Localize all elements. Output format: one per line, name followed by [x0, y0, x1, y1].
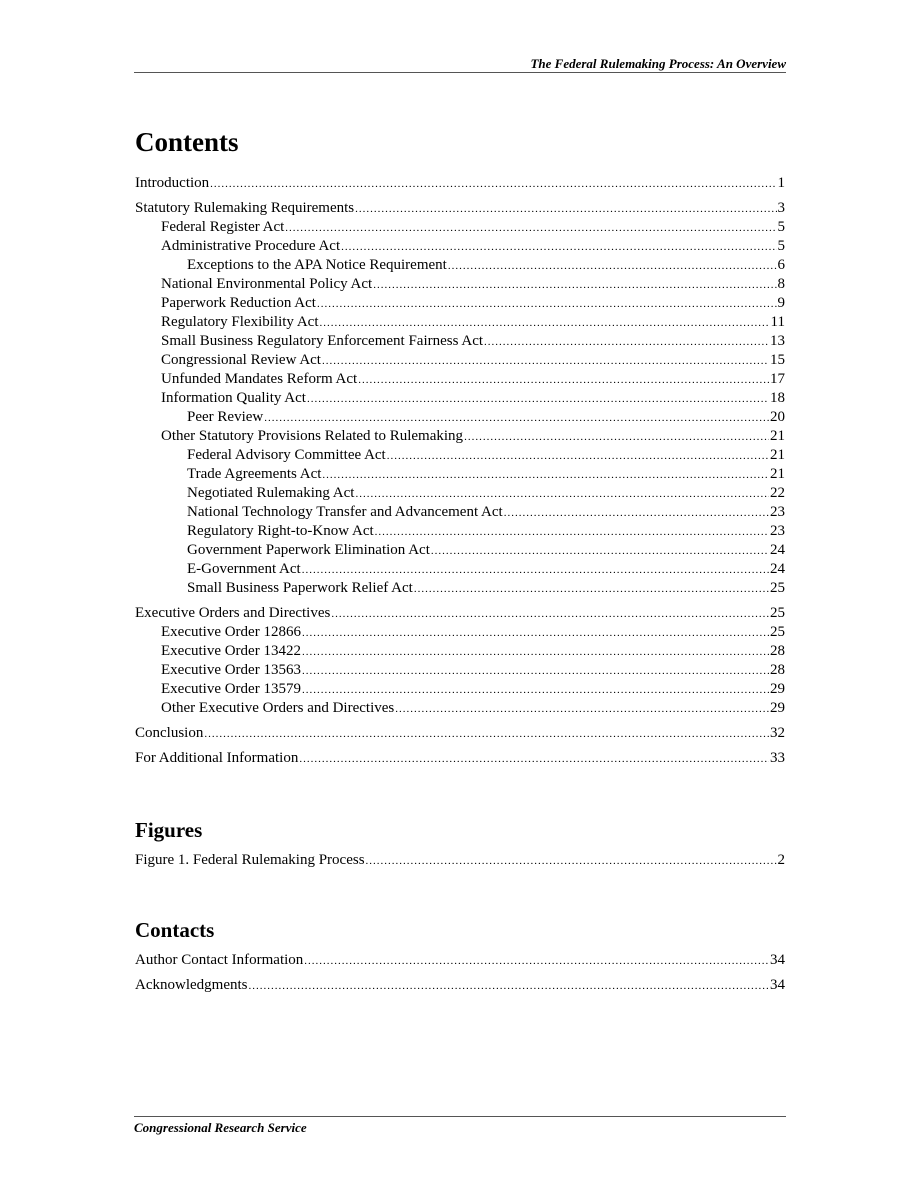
toc-dot-leader [299, 750, 769, 768]
toc-entry-title: Regulatory Right-to-Know Act [187, 523, 374, 539]
toc-entry-page: 29 [770, 700, 785, 716]
toc-entry-page: 28 [770, 643, 785, 659]
toc-dot-leader [504, 504, 769, 522]
contents-list [135, 174, 785, 768]
toc-entry[interactable] [135, 294, 785, 313]
toc-entry-title: Congressional Review Act [161, 352, 321, 368]
toc-entry-title: Regulatory Flexibility Act [161, 314, 319, 330]
toc-entry-title: Executive Order 12866 [161, 624, 301, 640]
toc-entry-title: Exceptions to the APA Notice Requirement [187, 257, 447, 273]
toc-entry[interactable] [135, 749, 785, 768]
running-footer: Congressional Research Service [134, 1120, 307, 1135]
toc-entry[interactable] [135, 465, 785, 484]
toc-dot-leader [341, 238, 776, 256]
toc-entry-title: Small Business Paperwork Relief Act [187, 580, 413, 596]
toc-dot-leader [302, 681, 769, 699]
figures-section [135, 816, 785, 870]
toc-entry-page: 15 [770, 352, 785, 368]
toc-entry-title: Acknowledgments [135, 977, 248, 993]
toc-entry[interactable] [135, 218, 785, 237]
toc-entry-page: 8 [777, 276, 785, 292]
toc-entry-title: Statutory Rulemaking Requirements [135, 200, 355, 216]
toc-entry-title: National Environmental Policy Act [161, 276, 373, 292]
toc-dot-leader [264, 409, 769, 427]
toc-dot-leader [204, 725, 769, 743]
toc-entry[interactable] [135, 579, 785, 598]
toc-entry-page: 18 [770, 390, 785, 406]
toc-dot-leader [358, 371, 769, 389]
toc-entry-page: 22 [770, 485, 785, 501]
toc-entry-page: 32 [770, 725, 785, 741]
toc-dot-leader [322, 352, 769, 370]
contents-section [135, 124, 785, 768]
toc-entry-page: 29 [770, 681, 785, 697]
toc-entry[interactable] [135, 256, 785, 275]
toc-dot-leader [285, 219, 776, 237]
toc-dot-leader [320, 314, 770, 332]
toc-entry[interactable] [135, 174, 785, 193]
contacts-list [135, 951, 785, 995]
toc-entry-page: 17 [770, 371, 785, 387]
toc-entry-title: For Additional Information [135, 750, 299, 766]
toc-entry-page: 2 [777, 852, 785, 868]
toc-dot-leader [302, 624, 769, 642]
toc-entry[interactable] [135, 604, 785, 623]
toc-entry-title: Federal Register Act [161, 219, 285, 235]
toc-entry-title: Small Business Regulatory Enforcement Fairness Act [161, 333, 484, 349]
toc-dot-leader [414, 580, 769, 598]
toc-dot-leader [355, 200, 776, 218]
toc-entry-page: 21 [770, 447, 785, 463]
toc-entry-title: Introduction [135, 175, 210, 191]
toc-dot-leader [248, 977, 769, 995]
toc-entry-title: Other Statutory Provisions Related to Rulemaking [161, 428, 464, 444]
toc-entry-title: Executive Orders and Directives [135, 605, 331, 621]
toc-entry-title: Federal Advisory Committee Act [187, 447, 386, 463]
toc-entry-title: Other Executive Orders and Directives [161, 700, 395, 716]
toc-entry-page: 20 [770, 409, 785, 425]
toc-entry-page: 23 [770, 523, 785, 539]
header-rule [134, 72, 786, 73]
toc-entry-title: Administrative Procedure Act [161, 238, 341, 254]
toc-entry[interactable] [135, 408, 785, 427]
toc-entry[interactable] [135, 370, 785, 389]
toc-entry-page: 24 [770, 561, 785, 577]
toc-entry-page: 11 [770, 314, 785, 330]
toc-entry-page: 3 [777, 200, 785, 216]
toc-entry-page: 9 [777, 295, 785, 311]
toc-dot-leader [387, 447, 769, 465]
toc-entry[interactable] [135, 724, 785, 743]
toc-entry[interactable] [135, 389, 785, 408]
running-header-title: The Federal Rulemaking Process: An Overview [530, 56, 786, 71]
toc-dot-leader [302, 561, 769, 579]
toc-entry-page: 25 [770, 580, 785, 596]
toc-entry-title: Executive Order 13563 [161, 662, 301, 678]
toc-dot-leader [373, 276, 776, 294]
contacts-heading: Contacts [135, 918, 215, 942]
toc-entry-page: 13 [770, 333, 785, 349]
toc-entry-page: 5 [777, 219, 785, 235]
toc-dot-leader [302, 643, 769, 661]
toc-dot-leader [431, 542, 769, 560]
toc-entry-page: 34 [770, 952, 785, 968]
toc-entry-title: Paperwork Reduction Act [161, 295, 316, 311]
toc-dot-leader [484, 333, 769, 351]
toc-dot-leader [322, 466, 769, 484]
toc-entry[interactable] [135, 503, 785, 522]
toc-entry-title: Negotiated Rulemaking Act [187, 485, 355, 501]
toc-entry[interactable] [135, 351, 785, 370]
toc-entry-title: Peer Review [187, 409, 264, 425]
toc-entry[interactable] [135, 427, 785, 446]
toc-entry-title: Conclusion [135, 725, 204, 741]
toc-entry[interactable] [135, 332, 785, 351]
toc-dot-leader [355, 485, 769, 503]
toc-dot-leader [395, 700, 769, 718]
toc-entry[interactable] [135, 642, 785, 661]
toc-entry-page: 33 [770, 750, 785, 766]
toc-entry-title: Unfunded Mandates Reform Act [161, 371, 358, 387]
toc-entry-title: Government Paperwork Elimination Act [187, 542, 430, 558]
toc-entry[interactable] [135, 976, 785, 995]
toc-entry-page: 34 [770, 977, 785, 993]
toc-dot-leader [210, 175, 776, 193]
toc-entry-title: Trade Agreements Act [187, 466, 322, 482]
toc-entry[interactable] [135, 680, 785, 699]
toc-entry-title: Information Quality Act [161, 390, 306, 406]
toc-dot-leader [448, 257, 777, 275]
toc-dot-leader [331, 605, 769, 623]
figures-heading: Figures [135, 818, 203, 842]
toc-entry[interactable] [135, 560, 785, 579]
toc-entry[interactable] [135, 446, 785, 465]
toc-entry-page: 5 [777, 238, 785, 254]
toc-entry[interactable] [135, 275, 785, 294]
toc-dot-leader [304, 952, 769, 970]
toc-entry[interactable] [135, 237, 785, 256]
toc-dot-leader [366, 852, 777, 870]
toc-dot-leader [307, 390, 769, 408]
toc-dot-leader [464, 428, 769, 446]
contents-heading: Contents [135, 127, 239, 157]
toc-entry[interactable] [135, 484, 785, 503]
toc-entry-title: Author Contact Information [135, 952, 304, 968]
toc-entry[interactable] [135, 313, 785, 332]
toc-entry-page: 6 [777, 257, 785, 273]
toc-entry-page: 23 [770, 504, 785, 520]
toc-entry-page: 21 [770, 428, 785, 444]
toc-entry[interactable] [135, 851, 785, 870]
toc-entry-page: 25 [770, 605, 785, 621]
toc-dot-leader [302, 662, 769, 680]
toc-entry-title: E-Government Act [187, 561, 301, 577]
footer-rule [134, 1116, 786, 1117]
toc-entry-page: 21 [770, 466, 785, 482]
toc-entry-page: 1 [777, 175, 785, 191]
toc-entry-title: National Technology Transfer and Advancement Act [187, 504, 503, 520]
figures-list [135, 851, 785, 870]
toc-entry-title: Executive Order 13422 [161, 643, 301, 659]
toc-entry-title: Executive Order 13579 [161, 681, 301, 697]
toc-dot-leader [375, 523, 769, 541]
toc-entry[interactable] [135, 522, 785, 541]
toc-entry[interactable] [135, 199, 785, 218]
toc-entry[interactable] [135, 951, 785, 970]
toc-entry-page: 28 [770, 662, 785, 678]
toc-entry-page: 24 [770, 542, 785, 558]
toc-entry-page: 25 [770, 624, 785, 640]
toc-entry-title: Figure 1. Federal Rulemaking Process [135, 852, 365, 868]
toc-entry[interactable] [135, 699, 785, 718]
toc-entry[interactable] [135, 541, 785, 560]
contacts-section [135, 916, 785, 995]
toc-entry[interactable] [135, 623, 785, 642]
toc-dot-leader [317, 295, 777, 313]
toc-entry[interactable] [135, 661, 785, 680]
